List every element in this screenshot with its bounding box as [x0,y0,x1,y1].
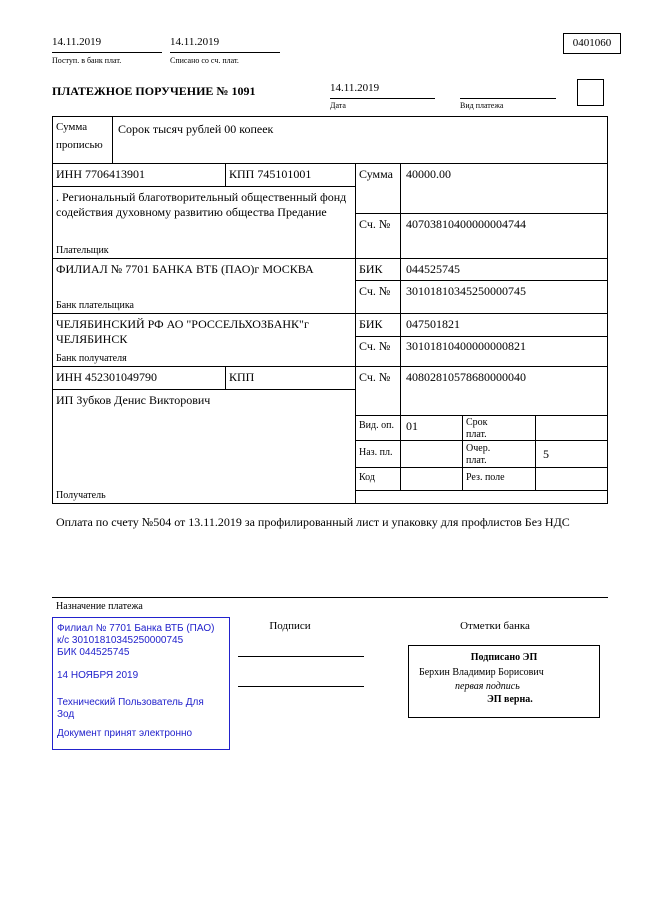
payer-inn: ИНН 7706413901 [56,167,145,181]
form-code-box: 0401060 [563,33,621,54]
order-label: Очер. плат. [466,443,491,466]
table-border-line [52,389,355,390]
purpose-caption: Назначение платежа [56,601,143,612]
signer-name: Берхин Владимир Борисович [419,667,544,678]
verified-label: ЭП верна. [487,694,533,705]
payee-account: 40802810578680000040 [406,370,526,384]
table-border-line [462,415,463,490]
table-border-line [52,366,608,367]
date-received-caption: Поступ. в банк плат. [52,56,122,65]
table-border-line [355,213,608,214]
payer-bank-account: 30101810345250000745 [406,284,526,298]
payee-bank-name: ЧЕЛЯБИНСКИЙ РФ АО "РОССЕЛЬХОЗБАНК"г ЧЕЛЯБИНСК [56,317,309,346]
table-border-line [355,415,608,416]
table-border-line [225,366,226,389]
amount-value: 40000.00 [406,167,451,181]
table-border-line [52,186,355,187]
payee-bank-account-label: Сч. № [359,339,391,353]
amount-label: Сумма [359,167,393,181]
op-type-label: Вид. оп. [359,420,394,431]
payee-bank-bik-label: БИК [359,317,383,331]
payer-account-label: Сч. № [359,217,391,231]
bank-marks-title: Отметки банка [460,620,530,632]
amount-words-label-1: Сумма [56,121,88,133]
payer-bank-bik-label: БИК [359,262,383,276]
purpose-code-label: Наз. пл. [359,447,393,458]
amount-words-label-2: прописью [56,139,103,151]
table-border-line [355,490,608,491]
payer-bank-name: ФИЛИАЛ № 7701 БАНКА ВТБ (ПАО)г МОСКВА [56,262,314,276]
order-value: 5 [543,447,549,461]
payer-kpp: КПП 745101001 [229,167,312,181]
table-border-line [52,258,608,259]
reserve-label: Рез. поле [466,472,505,483]
date-received: 14.11.2019 [52,36,162,53]
payer-bank-bik: 044525745 [406,262,460,276]
payment-type-caption: Вид платежа [460,101,504,110]
payment-type-box [577,79,604,106]
op-type-value: 01 [406,419,418,433]
document-title: ПЛАТЕЖНОЕ ПОРУЧЕНИЕ № 1091 [52,84,256,98]
payer-bank-account-label: Сч. № [359,284,391,298]
payee-bank-bik: 047501821 [406,317,460,331]
payee-kpp-label: КПП [229,370,255,384]
table-border-line [355,163,356,504]
code-label: Код [359,472,375,483]
table-border-line [52,597,608,598]
document-date: 14.11.2019 [330,82,435,99]
payer-section-label: Плательщик [56,245,109,256]
signature-line-1 [238,640,364,657]
payment-type-field [460,82,556,99]
stamp-line-corr-account: к/с 30101810345250000745 [57,635,184,646]
date-written-off: 14.11.2019 [170,36,280,53]
signature-kind: первая подпись [455,681,520,692]
payee-bank-account: 30101810400000000821 [406,339,526,353]
payee-bank-section-label: Банк получателя [56,353,127,364]
payer-account: 40703810400000004744 [406,217,526,231]
signature-stamp-box [408,645,600,718]
table-border-line [112,116,113,164]
table-border-line [355,336,608,337]
signatures-title: Подписи [269,620,311,632]
date-caption: Дата [330,101,346,110]
date-written-off-caption: Списано со сч. плат. [170,56,239,65]
payer-name: . Региональный благотворительный общественный фонд содействия духовному развитию общества Предание [56,190,347,219]
payee-section-label: Получатель [56,490,106,501]
stamp-line-accepted: Документ принят электронно [57,728,193,739]
stamp-line-bik: БИК 044525745 [57,647,130,658]
table-border-line [355,280,608,281]
signed-title: Подписано ЭП [470,652,538,663]
payee-account-label: Сч. № [359,370,391,384]
purpose-text: Оплата по счету №504 от 13.11.2019 за профилированный лист и упаковку для профлистов Без НДС [56,515,570,529]
payee-name: ИП Зубков Денис Викторович [56,393,211,407]
table-border-line [355,467,608,468]
table-border-line [535,415,536,490]
stamp-line-bank: Филиал № 7701 Банка ВТБ (ПАО) [57,623,215,634]
stamp-line-date: 14 НОЯБРЯ 2019 [57,670,139,681]
signature-line-2 [238,670,364,687]
payer-bank-section-label: Банк плательщика [56,300,134,311]
bank-electronic-stamp [52,617,230,750]
stamp-line-user: Технический Пользователь Для Зод [57,697,204,720]
table-border-line [225,163,226,186]
table-border-line [52,313,608,314]
amount-words-value: Сорок тысяч рублей 00 копеек [118,122,274,136]
payee-inn: ИНН 452301049790 [56,370,157,384]
term-label: Срок плат. [466,417,488,440]
